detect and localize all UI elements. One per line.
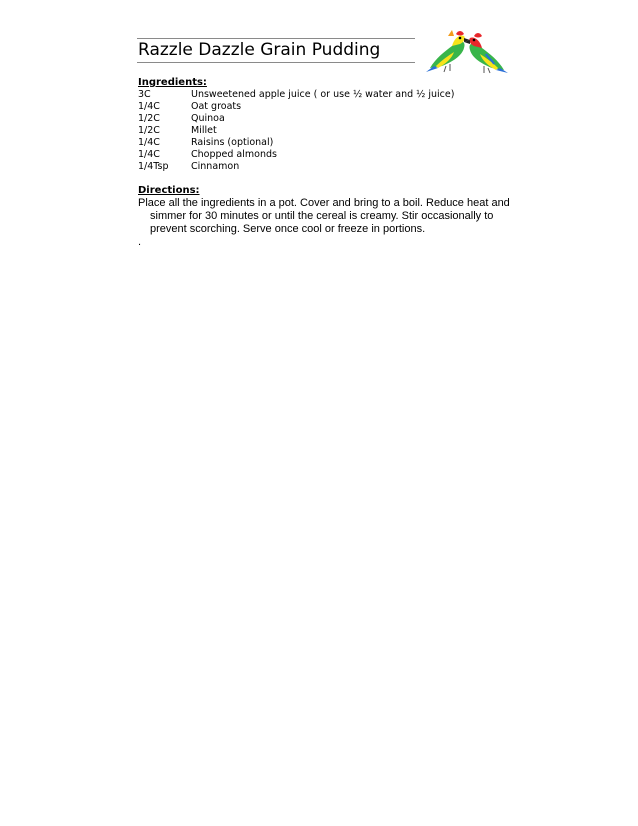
left-parrot-icon	[426, 30, 470, 72]
ingredient-quantity: 3C	[138, 89, 151, 100]
ingredient-name: Chopped almonds	[191, 149, 277, 160]
list-item	[138, 161, 498, 173]
ingredient-quantity: 1/4C	[138, 101, 160, 112]
list-item	[138, 149, 498, 161]
trailing-period: .	[138, 236, 142, 248]
ingredient-quantity: 1/2C	[138, 113, 160, 124]
ingredient-quantity: 1/4C	[138, 137, 160, 148]
title-rule-bottom	[137, 62, 415, 63]
list-item	[138, 101, 498, 113]
list-item	[138, 113, 498, 125]
parrots-icon	[422, 28, 510, 74]
ingredient-name: Millet	[191, 125, 217, 136]
ingredient-quantity: 1/2C	[138, 125, 160, 136]
ingredient-name: Unsweetened apple juice ( or use ½ water and ½ juice)	[191, 89, 455, 100]
directions-text: Place all the ingredients in a pot. Cover and bring to a boil. Reduce heat and simmer for 30 minutes or until the cereal is creamy. Stir occasionally to prevent scorching. Serve once cool or freeze in portions.	[138, 197, 510, 235]
ingredient-quantity: 1/4C	[138, 149, 160, 160]
list-item	[138, 89, 498, 101]
ingredient-name: Oat groats	[191, 101, 242, 112]
ingredient-name: Cinnamon	[191, 161, 240, 172]
list-item	[138, 137, 498, 149]
list-item	[138, 125, 498, 137]
directions-heading: Directions:	[138, 185, 200, 196]
right-parrot-icon	[464, 33, 508, 73]
ingredient-quantity: 1/4Tsp	[138, 161, 169, 172]
ingredient-name: Quinoa	[191, 113, 225, 124]
ingredients-heading: Ingredients:	[138, 77, 207, 88]
ingredients-list	[138, 89, 498, 173]
page-title: Razzle Dazzle Grain Pudding	[138, 40, 381, 60]
ingredient-name: Raisins (optional)	[191, 137, 274, 148]
